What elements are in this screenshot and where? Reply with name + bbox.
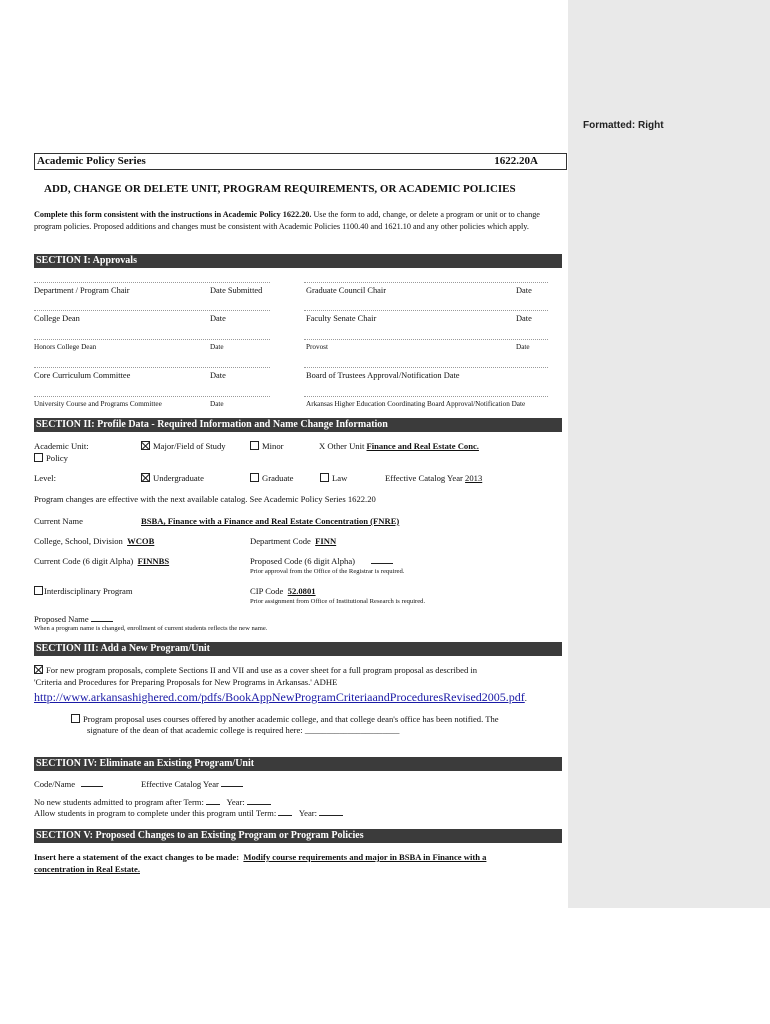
oir-note: Prior assignment from Office of Institutional Research is required. <box>250 598 426 605</box>
new-program-text-1: For new program proposals, complete Sections II and VII and use as a cover sheet for a full program proposal as described in <box>46 665 478 675</box>
comment-pane <box>568 0 770 908</box>
minor-option[interactable] <box>250 441 283 451</box>
academic-unit-label: Academic Unit: <box>34 441 89 451</box>
approver-name: Core Curriculum Committee <box>34 371 131 380</box>
undergraduate-label: Undergraduate <box>153 473 204 483</box>
signature-line[interactable] <box>304 396 548 397</box>
no-new-students-label: No new students admitted to program after Term: <box>34 797 204 807</box>
current-code-label: Current Code (6 digit Alpha) <box>34 556 134 566</box>
dept-code-label: Department Code <box>250 536 311 546</box>
no-new-term-field[interactable] <box>206 804 220 805</box>
minor-checkbox[interactable] <box>250 441 259 450</box>
dept-code-row <box>250 536 336 546</box>
proposed-name-row <box>34 614 113 624</box>
insert-statement-line-1 <box>34 852 486 862</box>
policy-checkbox[interactable] <box>34 453 43 462</box>
intro-bold: Complete this form consistent with the instructions in Academic Policy 1622.20. <box>34 210 312 219</box>
major-label: Major/Field of Study <box>153 441 226 451</box>
other-college-checkbox[interactable] <box>71 714 80 723</box>
graduate-checkbox[interactable] <box>250 473 259 482</box>
cip-row <box>250 586 316 596</box>
no-new-year-label: Year: <box>226 797 245 807</box>
allow-students-row <box>34 808 343 818</box>
adhe-link[interactable]: http://www.arkansashighered.com/pdfs/BookAppNewProgramCriteriaandProceduresRevised2005.pdf <box>34 690 525 704</box>
interdisciplinary-label: Interdisciplinary Program <box>44 586 133 596</box>
allow-students-label: Allow students in program to complete under this program until Term: <box>34 808 277 818</box>
allow-year-label: Year: <box>298 808 318 818</box>
approver-name: Faculty Senate Chair <box>306 314 377 323</box>
approval-date-label: Date <box>210 314 226 323</box>
other-unit-value[interactable]: Finance and Real Estate Conc. <box>366 441 479 451</box>
new-program-line-1 <box>34 665 477 675</box>
catalog-year-value[interactable]: 2013 <box>465 473 483 483</box>
other-unit-label: X Other Unit <box>319 441 365 451</box>
approver-name: Honors College Dean <box>34 343 97 351</box>
comment-title: Formatted: Right <box>583 120 664 131</box>
form-title: ADD, CHANGE OR DELETE UNIT, PROGRAM REQUIREMENTS, OR ACADEMIC POLICIES <box>44 183 516 195</box>
undergraduate-checkbox[interactable] <box>141 473 150 482</box>
approver-name: Provost <box>306 343 328 351</box>
new-program-text-2: 'Criteria and Procedures for Preparing Proposals for New Programs in Arkansas.' ADHE <box>34 677 338 687</box>
approval-date-label: Date <box>516 343 530 351</box>
approver-name: Board of Trustees Approval/Notification Date <box>306 371 460 380</box>
interdisciplinary-option[interactable] <box>34 586 133 596</box>
college-value[interactable]: WCOB <box>127 536 155 546</box>
graduate-label: Graduate <box>262 473 294 483</box>
law-checkbox[interactable] <box>320 473 329 482</box>
approval-date-label: Date <box>516 286 532 295</box>
graduate-option[interactable] <box>250 473 294 483</box>
approval-date-label: Date <box>516 314 532 323</box>
section-5-header: SECTION V: Proposed Changes to an Existing Program or Program Policies <box>34 829 562 843</box>
code-name-label: Code/Name <box>34 779 76 789</box>
header-box <box>34 153 567 170</box>
intro-rest: Use the form to add, change, or delete a program or unit or to change program policies. Proposed additions and changes must be consistent with Academic Policies 1100.40 and 1621.10 and any other policies which apply. <box>34 210 540 231</box>
no-new-students-row <box>34 797 271 807</box>
signature-line[interactable] <box>34 310 270 311</box>
proposed-code-row <box>250 556 393 566</box>
cip-value[interactable]: 52.0801 <box>287 586 316 596</box>
college-label: College, School, Division <box>34 536 123 546</box>
signature-line[interactable] <box>304 367 548 368</box>
current-name-value[interactable]: BSBA, Finance with a Finance and Real Estate Concentration (FNRE) <box>141 516 400 526</box>
approval-date-label: Date <box>210 343 224 351</box>
insert-value-2[interactable]: concentration in Real Estate. <box>34 864 140 874</box>
new-program-checkbox[interactable] <box>34 665 43 674</box>
registrar-note: Prior approval from the Office of the Registrar is required. <box>250 568 405 575</box>
other-college-text-1: Program proposal uses courses offered by another academic college, and that college dean's office has been notified. The <box>83 714 499 724</box>
policy-number: 1622.20A <box>494 155 538 167</box>
current-code-row <box>34 556 169 566</box>
allow-term-field[interactable] <box>278 815 292 816</box>
signature-line[interactable] <box>304 310 548 311</box>
policy-series: Academic Policy Series <box>37 155 146 167</box>
other-college-line-1 <box>71 714 499 724</box>
proposed-code-field[interactable] <box>371 563 393 564</box>
college-row <box>34 536 154 546</box>
section-3-header: SECTION III: Add a New Program/Unit <box>34 642 562 656</box>
dept-code-value[interactable]: FINN <box>315 536 337 546</box>
current-name-label: Current Name <box>34 516 83 526</box>
undergraduate-option[interactable] <box>141 473 204 483</box>
cip-label: CIP Code <box>250 586 284 596</box>
policy-label: Policy <box>46 453 68 463</box>
proposed-code-label: Proposed Code (6 digit Alpha) <box>250 556 356 566</box>
insert-value-1[interactable]: Modify course requirements and major in BSBA in Finance with a <box>243 852 487 862</box>
catalog-year <box>385 473 482 483</box>
program-changes-note: Program changes are effective with the next available catalog. See Academic Policy Series 1622.20 <box>34 494 376 504</box>
signature-line[interactable] <box>304 282 548 283</box>
approval-date-label: Date <box>210 400 224 408</box>
insert-label: Insert here a statement of the exact changes to be made: <box>34 852 240 862</box>
minor-label: Minor <box>262 441 284 451</box>
no-new-year-field[interactable] <box>247 804 271 805</box>
other-unit <box>319 441 479 451</box>
intro-paragraph <box>34 209 554 233</box>
approval-date-label: Date <box>210 371 226 380</box>
approver-name: Graduate Council Chair <box>306 286 387 295</box>
proposed-name-label: Proposed Name <box>34 614 89 624</box>
section-2-header: SECTION II: Profile Data - Required Information and Name Change Information <box>34 418 562 432</box>
adhe-link-row <box>34 688 527 706</box>
allow-year-field[interactable] <box>319 815 343 816</box>
proposed-name-field[interactable] <box>91 621 113 622</box>
current-code-value[interactable]: FINNBS <box>137 556 170 566</box>
approver-name: Department / Program Chair <box>34 286 130 295</box>
code-name-field[interactable] <box>81 786 103 787</box>
approval-date-label: Date Submitted <box>210 286 263 295</box>
elim-catalog-field[interactable] <box>221 786 243 787</box>
name-change-note: When a program name is changed, enrollment of current students reflects the new name. <box>34 625 268 632</box>
elim-catalog-label: Effective Catalog Year <box>141 779 219 789</box>
policy-option[interactable] <box>34 453 68 463</box>
major-option[interactable] <box>141 441 226 451</box>
catalog-year-label: Effective Catalog Year <box>385 473 463 483</box>
elim-catalog-row <box>141 779 243 789</box>
law-option[interactable] <box>320 473 347 483</box>
section-1-header: SECTION I: Approvals <box>34 254 562 268</box>
law-label: Law <box>332 473 348 483</box>
signature-line[interactable] <box>34 367 270 368</box>
code-name-row <box>34 779 103 789</box>
interdisciplinary-checkbox[interactable] <box>34 586 43 595</box>
adhe-link-end: . <box>524 693 527 703</box>
signature-line[interactable] <box>34 396 270 397</box>
section-4-header: SECTION IV: Eliminate an Existing Program/Unit <box>34 757 562 771</box>
approver-name: College Dean <box>34 314 80 323</box>
level-label: Level: <box>34 473 56 483</box>
approver-name: Arkansas Higher Education Coordinating Board Approval/Notification Date <box>306 400 526 408</box>
signature-line[interactable] <box>304 339 548 340</box>
signature-line[interactable] <box>34 282 270 283</box>
signature-line[interactable] <box>34 339 270 340</box>
other-college-text-2: signature of the dean of that academic college is required here: ______________________ <box>87 725 400 735</box>
major-checkbox[interactable] <box>141 441 150 450</box>
approver-name: University Course and Programs Committee <box>34 400 162 408</box>
